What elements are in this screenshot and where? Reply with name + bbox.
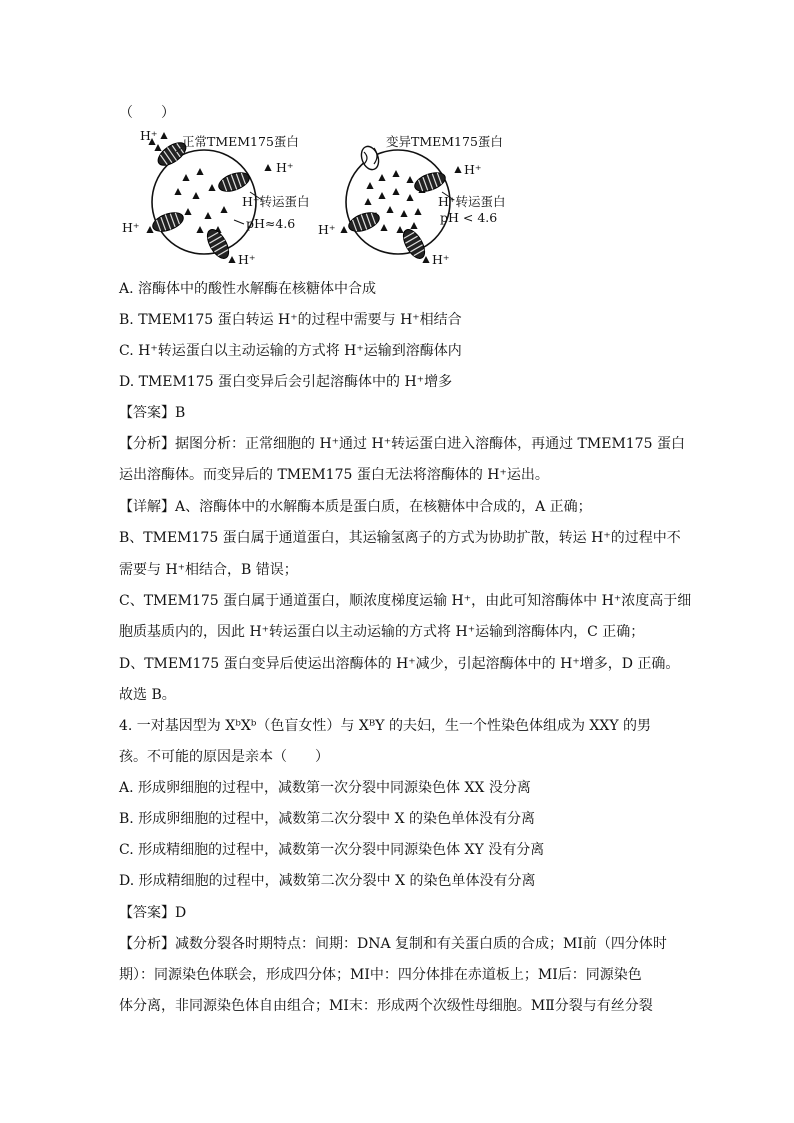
q3-answer: 【答案】B [119, 405, 186, 421]
transporter-label-normal: H⁺转运蛋白 [242, 194, 310, 209]
q4-analysis-line: 期）：同源染色体联会，形成四分体；MⅠ中：四分体排在赤道板上；MⅠ后：同源染色 [119, 967, 642, 983]
q4-stem-line: 孩。不可能的原因是亲本（ ） [119, 749, 329, 765]
hplus-label: H⁺ [276, 160, 294, 175]
hplus-label: H⁺ [140, 128, 158, 143]
q3-option-d: D. TMEM175 蛋白变异后会引起溶酶体中的 H⁺增多 [119, 374, 453, 390]
q3-option-b: B. TMEM175 蛋白转运 H⁺的过程中需要与 H⁺相结合 [119, 312, 462, 328]
q3-analysis-line: 运出溶酶体。而变异后的 TMEM175 蛋白无法将溶酶体的 H⁺运出。 [119, 467, 549, 483]
q3-option-c: C. H⁺转运蛋白以主动运输的方式将 H⁺运输到溶酶体内 [119, 343, 462, 359]
q4-answer: 【答案】D [119, 905, 187, 921]
transporter-label-mutant: H⁺转运蛋白 [438, 194, 506, 209]
q3-analysis-line: 【分析】据图分析：正常细胞的 H⁺通过 H⁺转运蛋白进入溶酶体，再通过 TMEM175 蛋白 [119, 436, 685, 452]
hplus-label: H⁺ [122, 220, 140, 235]
q4-stem-line: 4. 一对基因型为 XᵇXᵇ（色盲女性）与 XᴮY 的夫妇，生一个性染色体组成为 XXY 的男 [119, 718, 652, 734]
q4-option-c: C. 形成精细胞的过程中，减数第一次分裂中同源染色体 XY 没有分离 [119, 842, 545, 858]
hplus-label: H⁺ [432, 252, 450, 267]
q3-detail-line: 【详解】A、溶酶体中的水解酶本质是蛋白质，在核糖体中合成的，A 正确； [119, 499, 592, 515]
hplus-label: H⁺ [238, 252, 256, 267]
q4-option-b: B. 形成卵细胞的过程中，减数第二次分裂中 X 的染色单体没有分离 [119, 811, 536, 827]
q3-detail-line: 需要与 H⁺相结合，B 错误； [119, 562, 298, 578]
lysosome-membrane-mutant [346, 150, 450, 254]
q4-analysis-line: 【分析】减数分裂各时期特点：间期：DNA 复制和有关蛋白质的合成；MⅠ前（四分体时 [119, 936, 667, 952]
q3-detail-line: 胞质基质内的，因此 H⁺转运蛋白以主动运输的方式将 H⁺运输到溶酶体内，C 正确； [119, 624, 645, 640]
q3-detail-line: D、TMEM175 蛋白变异后使运出溶酶体的 H⁺减少，引起溶酶体中的 H⁺增多，D 正确。 [119, 656, 680, 672]
hplus-label: H⁺ [318, 222, 336, 237]
q3-detail-line: C、TMEM175 蛋白属于通道蛋白，顺浓度梯度运输 H⁺，由此可知溶酶体中 H⁺浓度高于细 [119, 593, 692, 609]
ph-label-mutant: pH < 4.6 [440, 210, 498, 225]
lysosome-diagram [122, 126, 528, 272]
mutant-lysosome [318, 134, 506, 267]
q4-option-d: D. 形成精细胞的过程中，减数第二次分裂中 X 的染色单体没有分离 [119, 873, 536, 889]
q3-detail-line: B、TMEM175 蛋白属于通道蛋白，其运输氢离子的方式为协助扩散，转运 H⁺的过程中不 [119, 530, 681, 546]
q3-option-a: A. 溶酶体中的酸性水解酶在核糖体中合成 [119, 281, 377, 297]
q4-analysis-line: 体分离，非同源染色体自由组合；MⅠ末：形成两个次级性母细胞。MⅡ分裂与有丝分裂 [119, 998, 653, 1014]
normal-protein-title: 正常TMEM175蛋白 [182, 134, 299, 149]
ph-label-normal: pH≈4.6 [246, 216, 296, 231]
lysosome-figure [122, 126, 528, 272]
normal-lysosome [122, 128, 310, 267]
mutant-protein-title: 变异TMEM175蛋白 [386, 134, 503, 149]
q4-option-a: A. 形成卵细胞的过程中，减数第一次分裂中同源染色体 XX 没分离 [119, 780, 531, 796]
q3-detail-line: 故选 B。 [119, 687, 176, 703]
q3-stem-tail: （ ） [119, 105, 175, 121]
lysosome-membrane-normal [152, 150, 256, 254]
hplus-label: H⁺ [464, 162, 482, 177]
